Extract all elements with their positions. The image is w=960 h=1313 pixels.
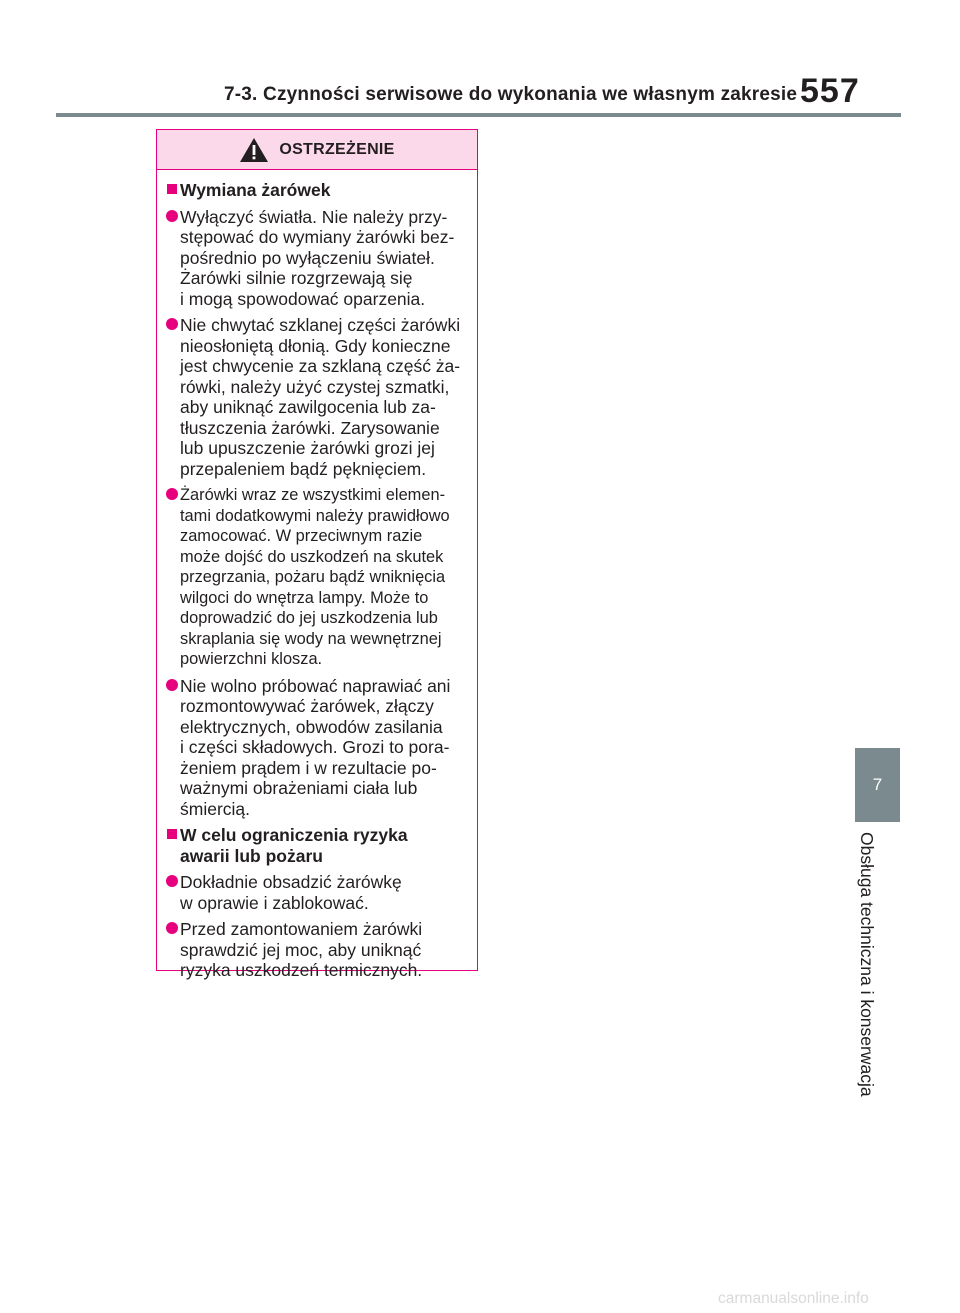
circle-bullet-icon [166,318,178,330]
circle-bullet-icon [166,488,178,500]
section-heading-risk-reduction: W celu ograniczenia ryzyka awarii lub pożaru [166,825,473,866]
circle-bullet-icon [166,679,178,691]
circle-bullet-icon [166,922,178,934]
circle-bullet-icon [166,210,178,222]
warning-box [156,129,478,980]
list-item: Żarówki wraz ze wszystkimi elemen- tami dodatkowymi należy prawidłowo zamocować. W przeciwnym razie może dojść do uszkodzeń na skutek przegrzania, pożaru bądź wniknięcia wilgoci do wnętrza lampy. Może to doprowadzić do jej uszkodzenia lub skraplania się wody na wewnętrznej powierzchni klosza. [166,485,473,670]
square-bullet-icon [167,829,177,839]
list-item: Wyłączyć światła. Nie należy przy- stępować do wymiany żarówki bez- pośrednio po wyłączeniu świateł. Żarówki silnie rozgrzewają się i mogą spowodować oparzenia. [166,207,473,310]
warning-triangle-icon [239,137,269,163]
chapter-tab-number: 7 [872,775,883,794]
header-divider [56,113,901,117]
circle-bullet-icon [166,875,178,887]
warning-body [157,170,477,981]
chapter-side-label: Obsługa techniczna i konserwacja [857,832,877,1097]
list-item: Przed zamontowaniem żarówki sprawdzić jej moc, aby uniknąć ryzyka uszkodzeń termicznych. [166,919,473,981]
list-item: Nie chwytać szklanej części żarówki nieosłoniętą dłonią. Gdy konieczne jest chwycenie za szklaną część ża- rówki, należy użyć czystej szmatki, aby uniknąć zawilgocenia lub za- tłuszczenia żarówki. Zarysowanie lub upuszczenie żarówki grozi jej przepaleniem bądź pęknięciem. [166,315,473,479]
list-item: Dokładnie obsadzić żarówkę w oprawie i zablokować. [166,872,473,913]
list-item: Nie wolno próbować naprawiać ani rozmontowywać żarówek, złączy elektrycznych, obwodów zasilania i części składowych. Grozi to pora- żeniem prądem i w rezultacie po- ważnymi obrażeniami ciała lub śmiercią. [166,676,473,820]
section-heading-bulb-replacement: Wymiana żarówek [166,180,473,201]
chapter-header-title: 7-3. Czynności serwisowe do wykonania we własnym zakresie [224,84,798,105]
square-bullet-icon [167,184,177,194]
warning-title: OSTRZEŻENIE [279,140,395,158]
warning-header [157,130,477,170]
page-number: 557 [800,72,860,110]
watermark-text: carmanualsonline.info [718,1290,869,1307]
chapter-tab[interactable] [855,748,900,822]
